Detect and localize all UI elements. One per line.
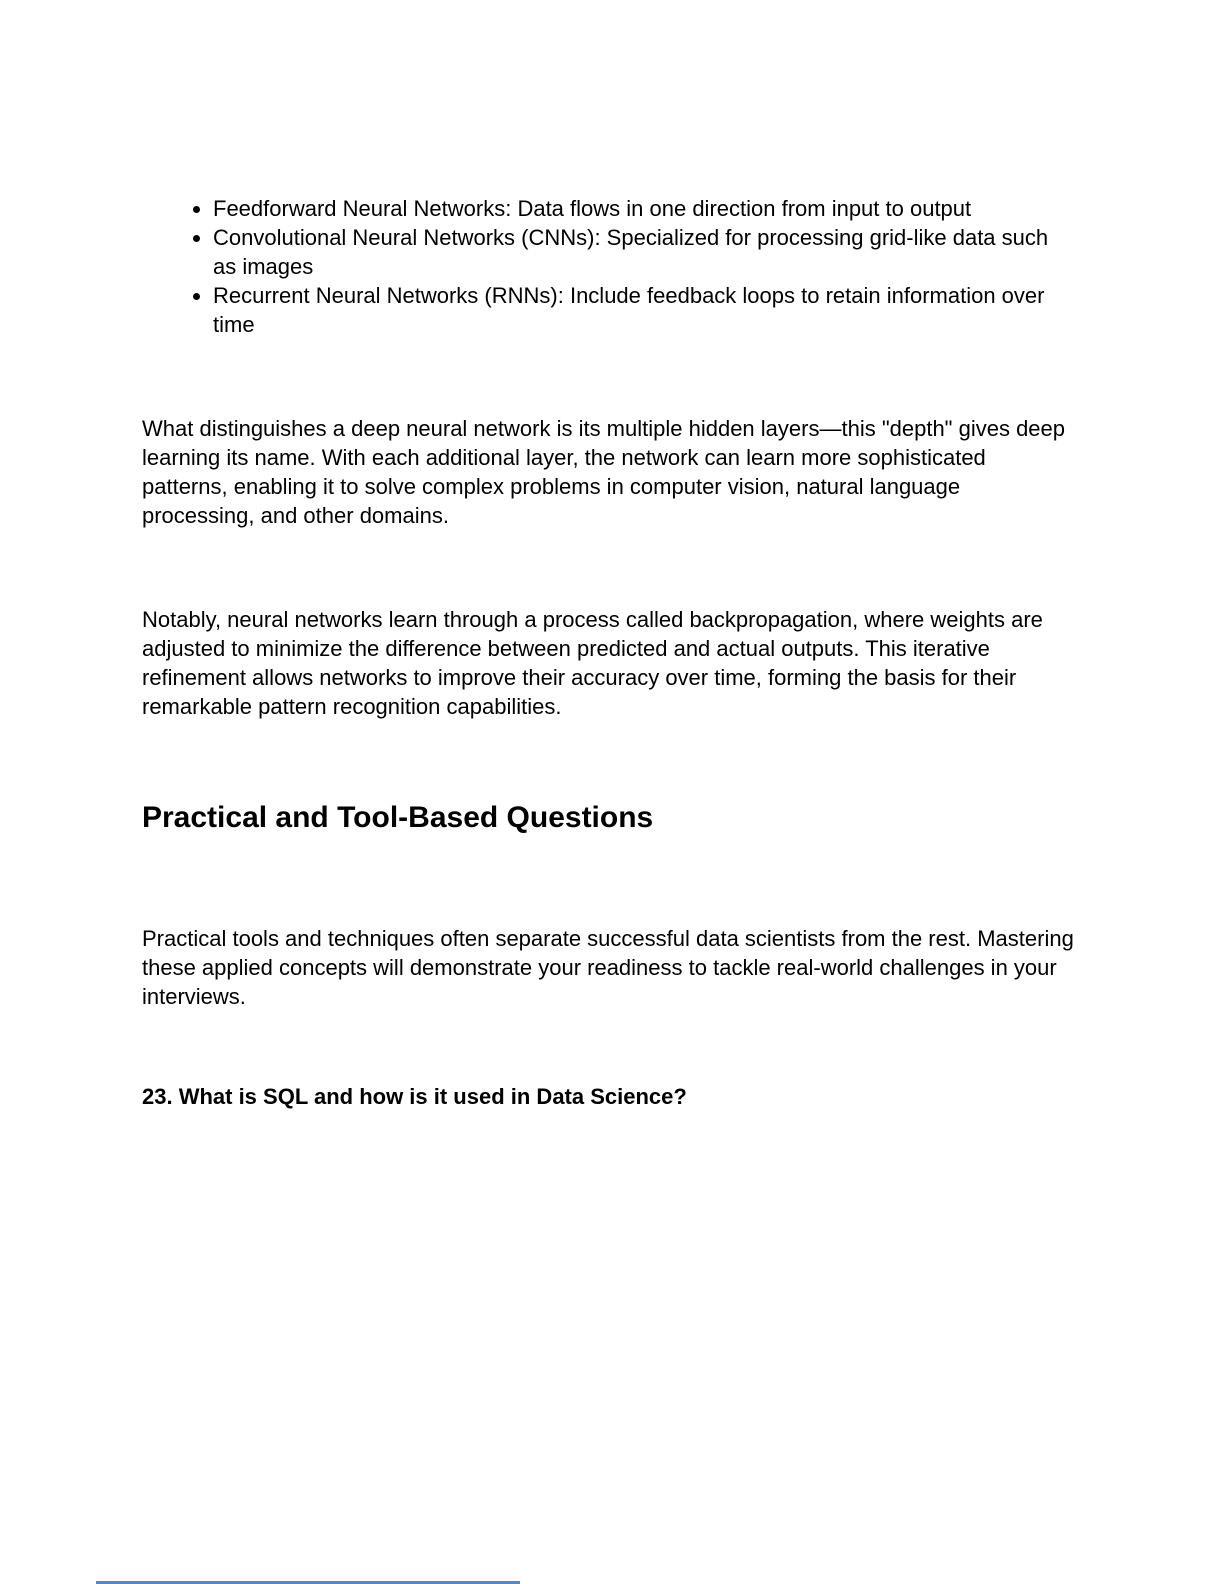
neural-network-types-list xyxy=(142,194,1077,339)
section-heading: Practical and Tool-Based Questions xyxy=(142,801,654,834)
list-item: • Feedforward Neural Networks: Data flows in one direction from input to output xyxy=(213,194,1077,223)
paragraph-backpropagation: Notably, neural networks learn through a process called backpropagation, where weights are adjusted to minimize the difference between predicted and actual outputs. This iterative refinement allows networks to improve their accuracy over time, forming the basis for their remarkable pattern recognition capabilities. xyxy=(142,607,1043,719)
list-item: • Recurrent Neural Networks (RNNs): Include feedback loops to retain information over time xyxy=(213,281,1077,339)
list-item: • Convolutional Neural Networks (CNNs): Specialized for processing grid-like data such as images xyxy=(213,223,1077,281)
paragraph-deep-network: What distinguishes a deep neural network is its multiple hidden layers—this "depth" gives deep learning its name. With each additional layer, the network can learn more sophisticated patterns, enabling it to solve complex problems in computer vision, natural language processing, and other domains. xyxy=(142,416,1066,528)
question-heading: 23. What is SQL and how is it used in Data Science? xyxy=(142,1084,687,1109)
paragraph-practical-intro: Practical tools and techniques often separate successful data scientists from the rest. Mastering these applied concepts will demonstrate your readiness to tackle real-world challenges in your interviews. xyxy=(142,926,1074,1009)
